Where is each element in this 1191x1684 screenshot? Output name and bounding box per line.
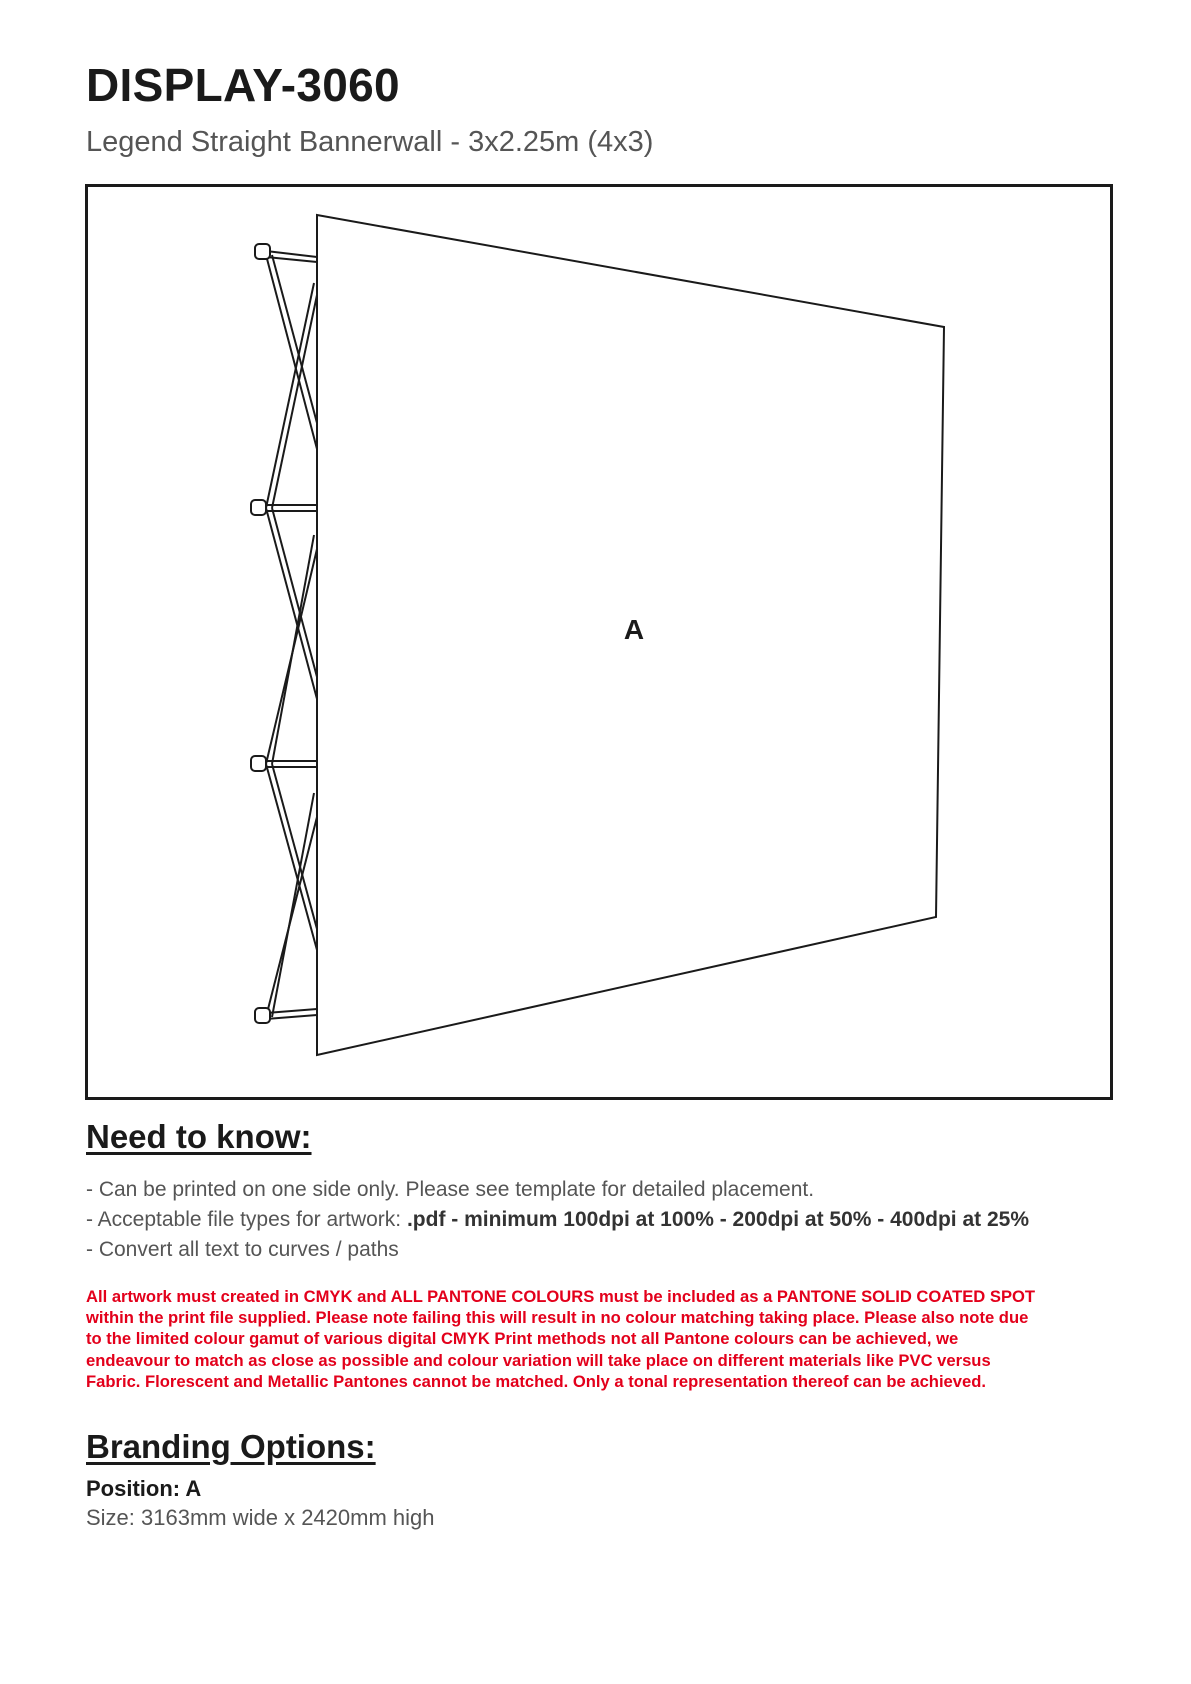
note-prefix: - Acceptable file types for artwork: <box>86 1208 407 1231</box>
frame-strut <box>266 764 317 950</box>
frame-strut <box>272 508 317 677</box>
warning-line: within the print file supplied. Please note failing this will result in no colour matching taking place. Please also note due <box>86 1308 1029 1328</box>
colour-warning <box>86 1286 1126 1392</box>
frame-structure <box>251 244 317 1023</box>
warning-line: Fabric. Florescent and Metallic Pantones cannot be matched. Only a tonal representation thereof can be achieved. <box>86 1371 986 1391</box>
bannerwall-diagram <box>88 187 1110 1097</box>
list-item: - Convert all text to curves / paths <box>86 1238 399 1261</box>
frame-hub <box>251 756 266 771</box>
frame-strut <box>266 508 317 699</box>
page-title: DISPLAY-3060 <box>86 59 400 111</box>
frame-strut <box>272 793 314 1017</box>
warning-line: endeavour to match as close as possible and colour variation will take place on different materials like PVC versus <box>86 1350 991 1370</box>
list-item: - Can be printed on one side only. Please see template for detailed placement. <box>86 1178 815 1201</box>
frame-hub <box>255 1008 270 1023</box>
frame-strut <box>272 535 314 764</box>
frame-arm <box>266 1015 317 1019</box>
requirements-list <box>86 1175 1029 1265</box>
panel-label: A <box>623 614 645 645</box>
frame-hub <box>255 244 270 259</box>
list-item <box>86 1205 1029 1235</box>
branding-position: Position: A <box>86 1476 202 1501</box>
frame-arm <box>266 251 317 257</box>
branding-options-heading: Branding Options: <box>86 1428 376 1465</box>
warning-line: All artwork must created in CMYK and ALL PANTONE COLOURS must be included as a PANTONE SOLID COATED SPOT <box>86 1287 1036 1306</box>
warning-line: to the limited colour gamut of various digital CMYK Print methods not all Pantone colours can be achieved, we <box>86 1329 959 1349</box>
frame-hub <box>251 500 266 515</box>
branding-size: Size: 3163mm wide x 2420mm high <box>86 1505 435 1530</box>
frame-strut <box>266 283 314 508</box>
page-subtitle: Legend Straight Bannerwall - 3x2.25m (4x3) <box>86 126 654 158</box>
diagram-frame <box>85 184 1113 1100</box>
need-to-know-heading: Need to know: <box>86 1118 312 1155</box>
file-type-spec: .pdf - minimum 100dpi at 100% - 200dpi at 50% - 400dpi at 25% <box>406 1208 1029 1231</box>
